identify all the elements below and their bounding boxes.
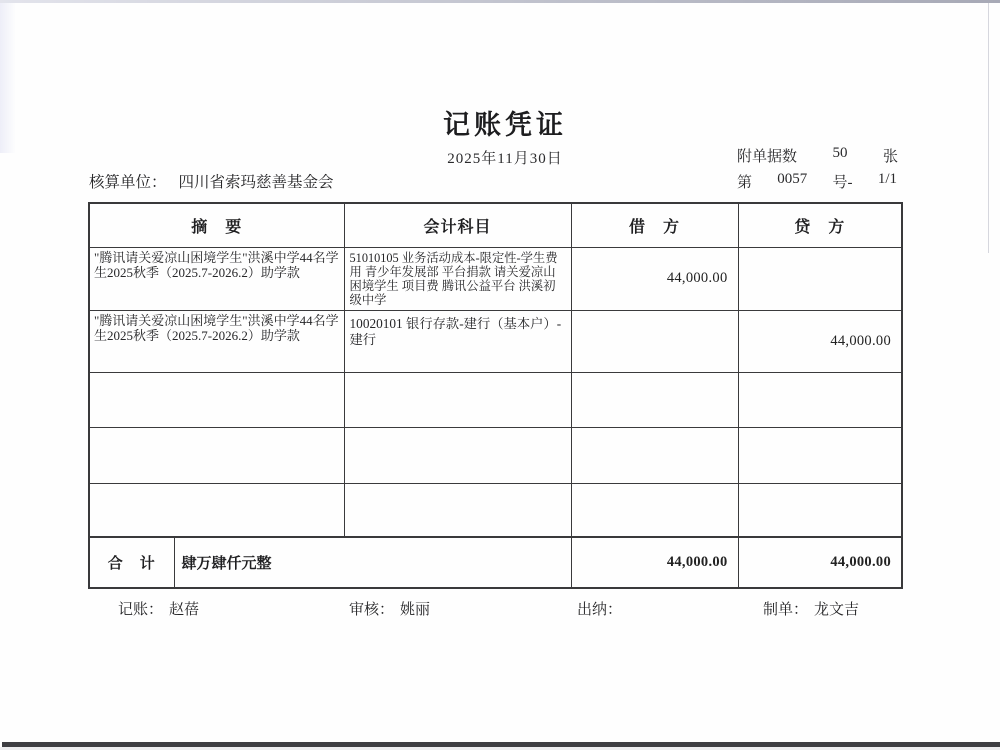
accounting-unit-line	[89, 170, 334, 192]
entry-row-1	[89, 247, 902, 310]
summary-cell: "腾讯请关爱凉山困境学生"洪溪中学44名学生2025秋季（2025.7-2026.2）助学款	[89, 310, 344, 372]
voucher-number-line	[737, 171, 897, 192]
preparer-label: 制单：	[763, 602, 809, 618]
entry-row-3	[89, 372, 902, 427]
debit-cell	[571, 483, 738, 537]
reviewer-signature	[349, 598, 430, 619]
credit-cell	[738, 372, 902, 427]
attachment-count-line	[737, 145, 898, 166]
credit-cell	[738, 483, 902, 537]
entry-row-2	[89, 310, 902, 372]
table-header-row	[89, 203, 902, 247]
cashier-signature	[577, 598, 628, 619]
debit-cell: 44,000.00	[571, 247, 738, 310]
scan-top-edge	[0, 0, 1000, 3]
page-indicator: 1/1	[877, 171, 897, 187]
account-cell: 10020101 银行存款-建行（基本户）-建行	[344, 310, 571, 372]
debit-cell	[571, 372, 738, 427]
credit-cell	[738, 427, 902, 483]
entry-row-4	[89, 427, 902, 483]
reviewer-name: 姚丽	[400, 602, 431, 618]
account-cell	[344, 372, 571, 427]
preparer-name: 龙文吉	[814, 602, 860, 618]
accounting-unit-name: 四川省索玛慈善基金会	[178, 174, 334, 191]
credit-cell: 44,000.00	[738, 310, 902, 372]
reviewer-label: 审核：	[349, 602, 395, 618]
voucher-date: 2025年11月30日	[447, 151, 563, 167]
voucher-number: 0057	[777, 171, 808, 187]
account-cell	[344, 483, 571, 537]
cashier-label: 出纳：	[577, 602, 623, 618]
voucher-table	[88, 202, 903, 589]
bookkeeper-signature	[118, 598, 199, 619]
summary-cell: "腾讯请关爱凉山困境学生"洪溪中学44名学生2025秋季（2025.7-2026.2）助学款	[89, 247, 344, 310]
header-summary: 摘 要	[89, 203, 344, 247]
number-prefix: 第	[737, 175, 753, 191]
account-cell	[344, 427, 571, 483]
total-debit: 44,000.00	[571, 537, 738, 588]
total-credit: 44,000.00	[738, 537, 902, 588]
bookkeeper-name: 赵蓓	[169, 602, 200, 618]
total-amount-in-words: 肆万肆仟元整	[174, 537, 571, 588]
signature-row	[88, 598, 901, 624]
voucher-title: 记账凭证	[443, 110, 567, 140]
summary-cell	[89, 427, 344, 483]
debit-cell	[571, 427, 738, 483]
bookkeeper-label: 记账：	[118, 602, 164, 618]
header-debit: 借 方	[571, 203, 738, 247]
total-label: 合 计	[89, 537, 174, 588]
summary-cell	[89, 372, 344, 427]
preparer-signature	[763, 598, 859, 619]
attachment-count: 50	[832, 145, 848, 161]
debit-cell	[571, 310, 738, 372]
attachment-label: 附单据数	[737, 149, 798, 165]
header-account: 会计科目	[344, 203, 571, 247]
total-row	[89, 537, 902, 588]
entry-row-5	[89, 483, 902, 537]
attachment-unit: 张	[882, 149, 898, 165]
accounting-unit-label: 核算单位：	[89, 174, 167, 191]
header-credit: 贷 方	[738, 203, 902, 247]
summary-cell	[89, 483, 344, 537]
account-cell: 51010105 业务活动成本-限定性-学生费用 青少年发展部 平台捐款 请关爱凉山困境学生 项目费 腾讯公益平台 洪溪初级中学	[344, 247, 571, 310]
number-suffix: 号-	[832, 175, 853, 191]
credit-cell	[738, 247, 902, 310]
